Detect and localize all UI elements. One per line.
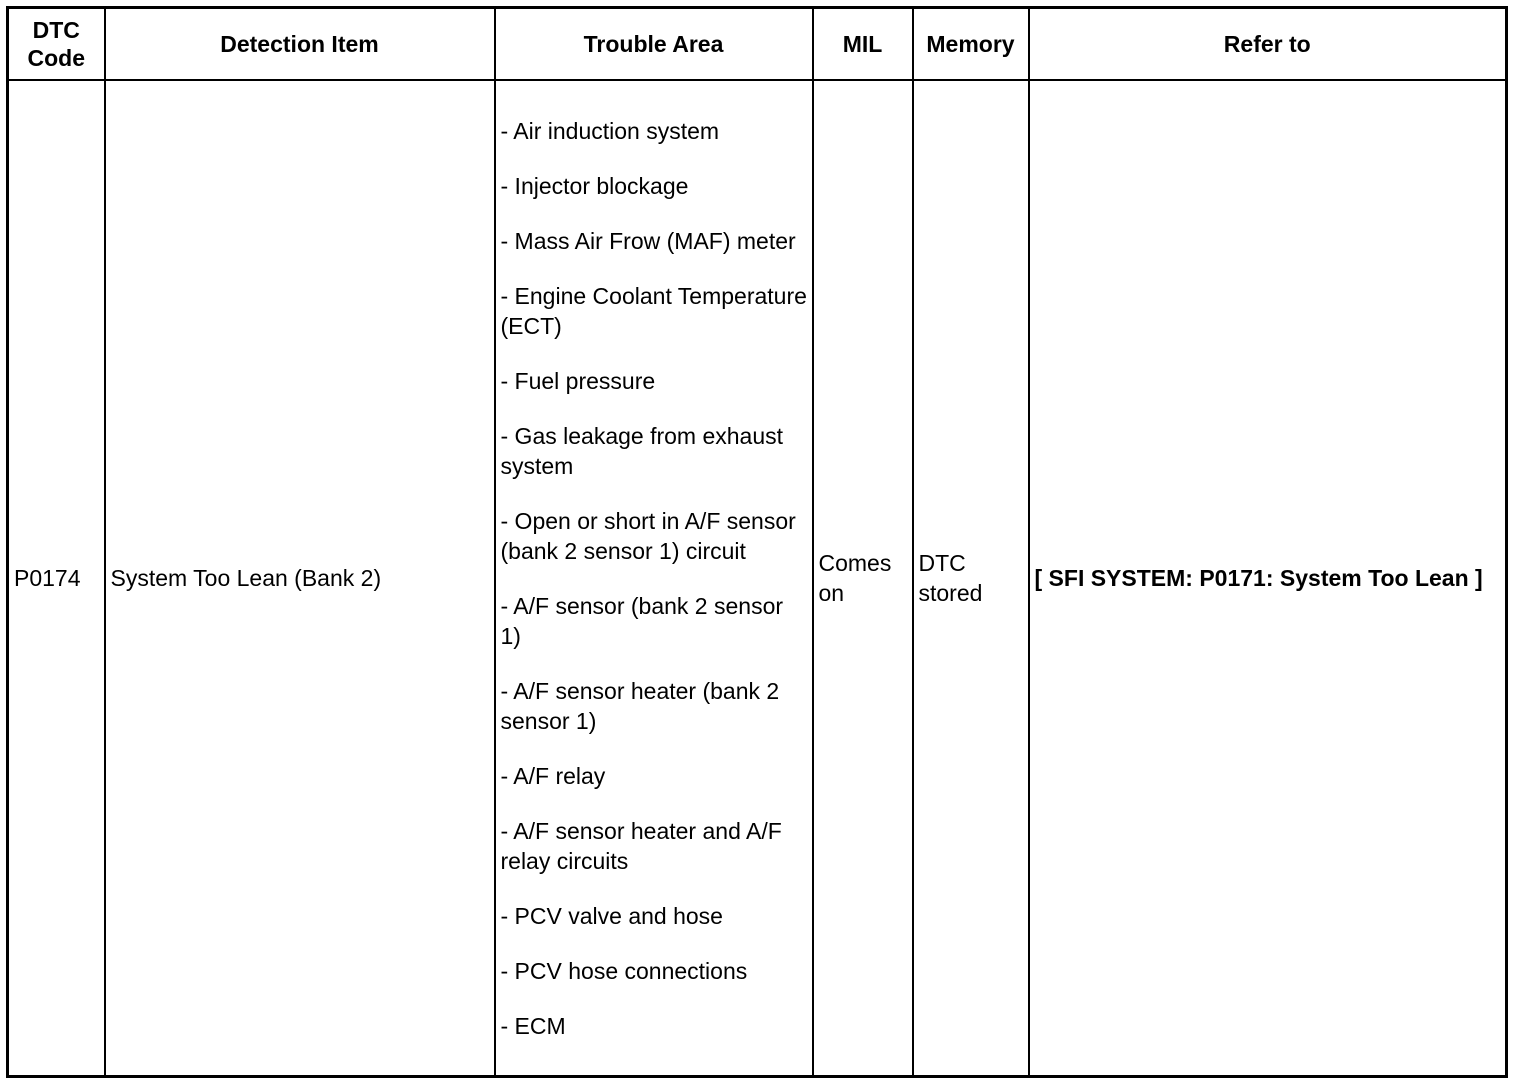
trouble-area-cell [495,80,813,1077]
header-dtc-code: DTC Code [8,8,105,81]
trouble-area-item: - Gas leakage from exhaust system [500,422,784,479]
dtc-code-cell: P0174 [8,80,105,1077]
trouble-area-item: - A/F sensor heater and A/F relay circuits [500,817,782,874]
dtc-table [6,6,1508,1078]
memory-cell: DTC stored [913,80,1029,1077]
table-header-row [8,8,1507,81]
trouble-area-item: - A/F sensor heater (bank 2 sensor 1) [500,677,780,734]
header-mil: MIL [813,8,913,81]
detection-item-cell: System Too Lean (Bank 2) [105,80,495,1077]
header-refer-to: Refer to [1029,8,1507,81]
trouble-area-item: - PCV hose connections [500,957,748,984]
refer-to-link[interactable]: [ SFI SYSTEM: P0171: System Too Lean ] [1029,80,1507,1077]
trouble-area-item: - Injector blockage [500,172,689,199]
trouble-area-item: - ECM [500,1012,566,1039]
header-detection-item: Detection Item [105,8,495,81]
trouble-area-item: - Air induction system [500,117,720,144]
mil-cell: Comes on [813,80,913,1077]
trouble-area-item: - A/F sensor (bank 2 sensor 1) [500,592,784,649]
header-trouble-area: Trouble Area [495,8,813,81]
trouble-area-list [501,116,808,1041]
trouble-area-item: - Engine Coolant Temperature (ECT) [500,282,807,339]
trouble-area-item: - Mass Air Frow (MAF) meter [500,227,796,254]
table-row [8,80,1507,1077]
trouble-area-item: - A/F relay [500,762,606,789]
trouble-area-item: - Fuel pressure [500,367,656,394]
trouble-area-item: - Open or short in A/F sensor (bank 2 sensor 1) circuit [500,507,796,564]
header-memory: Memory [913,8,1029,81]
trouble-area-item: - PCV valve and hose [500,902,723,929]
